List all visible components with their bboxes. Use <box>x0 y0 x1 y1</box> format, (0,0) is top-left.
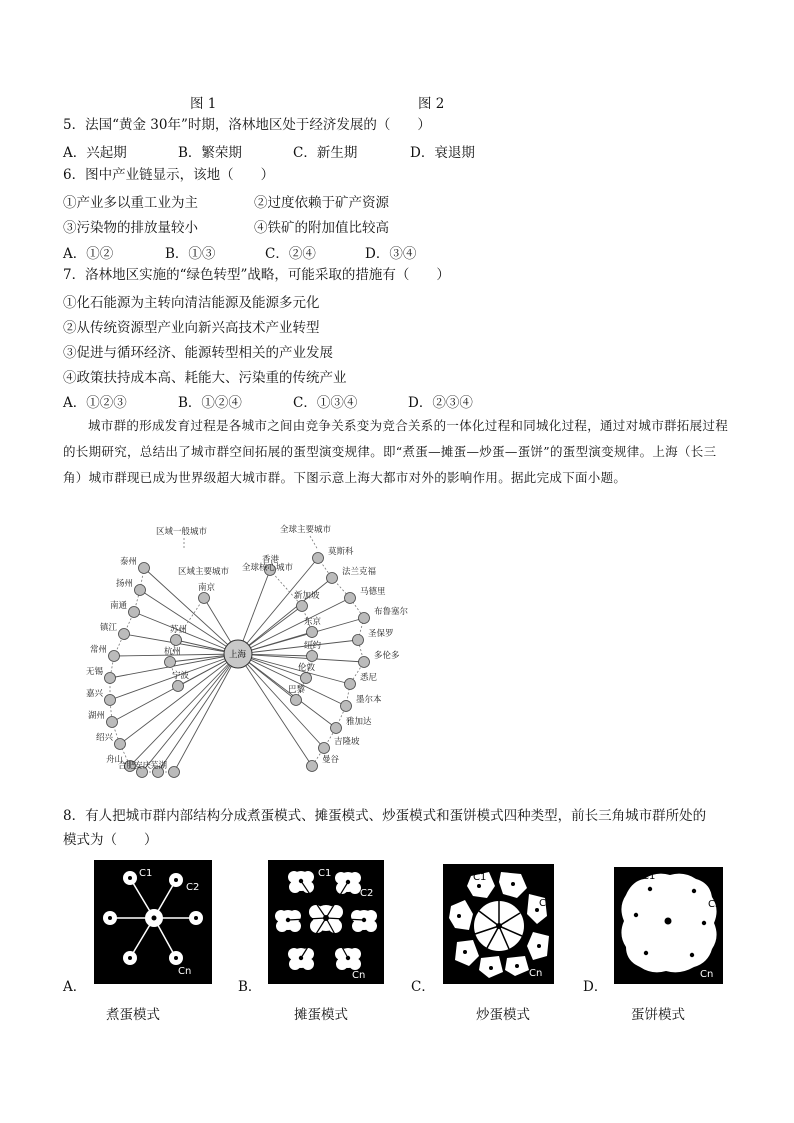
link-line <box>238 654 336 728</box>
city-node <box>135 585 146 596</box>
question-8-stem-line-1: 8．有人把城市群内部结构分成煮蛋模式、摊蛋模式、炒蛋模式和蛋饼模式四种类型，前长三角城市群所处的 <box>63 808 707 824</box>
q7-option-d[interactable]: D．②③④ <box>408 395 473 411</box>
city-label: 巴黎 <box>288 685 306 695</box>
q7-item-3: ③促进与循环经济、能源转型相关的产业发展 <box>63 345 333 361</box>
city-node <box>307 651 318 662</box>
q8-option-d[interactable]: D． <box>583 979 608 995</box>
city-node <box>291 695 302 706</box>
panel-b-c2-label: C2 <box>360 888 374 899</box>
city-label: 南通 <box>110 601 128 611</box>
link-line <box>140 590 238 654</box>
q6-option-b[interactable]: B．①③ <box>165 246 216 262</box>
panel-b-name: 摊蛋模式 <box>294 1007 348 1023</box>
city-label: 莫斯科 <box>328 547 354 557</box>
panel-d-c2-label: C2 <box>708 899 722 910</box>
city-label: 镇江 <box>100 623 118 633</box>
question-6-stem: 6．图中产业链显示，该地（ ） <box>63 167 275 183</box>
link-line <box>238 618 364 654</box>
q6-option-c[interactable]: C．②④ <box>265 246 316 262</box>
panel-c-name: 炒蛋模式 <box>476 1007 530 1023</box>
city-node <box>129 607 140 618</box>
q6-option-a[interactable]: A．①② <box>63 246 114 262</box>
q7-item-2: ②从传统资源型产业向新兴高技术产业转型 <box>63 320 320 336</box>
panel-c-cn-label: Cn <box>529 968 543 979</box>
city-label: 芜湖 <box>150 761 168 771</box>
question-8-stem-line-2: 模式为（ ） <box>63 832 158 848</box>
city-label: 香港 <box>262 555 280 565</box>
group-label-regional_general: 区域一般城市 <box>156 527 208 537</box>
link-line <box>158 654 238 772</box>
group-label-global_core: 全球核心城市 <box>242 563 294 573</box>
city-node <box>359 613 370 624</box>
panel-b-c1-label: C1 <box>318 868 332 879</box>
figure-1-caption: 图 1 <box>190 96 217 112</box>
city-label: 圣保罗 <box>368 629 394 639</box>
city-label: 布鲁塞尔 <box>374 607 409 617</box>
city-label: 宁波 <box>172 671 190 681</box>
q6-item-3: ③污染物的排放量较小 <box>63 220 198 236</box>
q7-item-1: ①化石能源为主转向清洁能源及能源多元化 <box>63 295 320 311</box>
city-label: 安庆 <box>134 761 152 771</box>
panel-b-cn-label: Cn <box>352 970 366 981</box>
city-label: 曼谷 <box>322 755 340 765</box>
city-node <box>331 723 342 734</box>
center-label: 上海 <box>229 650 247 660</box>
city-node <box>109 651 120 662</box>
city-label: 墨尔本 <box>356 695 382 705</box>
link-line <box>238 640 358 654</box>
panel-d-cn-label: Cn <box>700 969 714 980</box>
city-node <box>341 701 352 712</box>
q7-option-a[interactable]: A．①②③ <box>63 395 127 411</box>
city-node <box>345 593 356 604</box>
group-label-leader <box>310 536 318 550</box>
q7-option-c[interactable]: C．①③④ <box>293 395 358 411</box>
city-label: 扬州 <box>116 579 134 589</box>
panel-a-name: 煮蛋模式 <box>106 1007 160 1023</box>
city-node <box>319 743 330 754</box>
city-label: 泰州 <box>120 557 138 567</box>
city-label: 嘉兴 <box>86 689 104 699</box>
panel-b-fried-egg[interactable] <box>268 860 384 984</box>
panel-d-name: 蛋饼模式 <box>631 1007 685 1023</box>
link-line <box>238 598 350 654</box>
city-node <box>353 635 364 646</box>
q8-option-b[interactable]: B． <box>238 979 262 995</box>
city-node <box>313 553 324 564</box>
question-5-stem: 5．法国“黄金 30年”时期，洛林地区处于经济发展的（ ） <box>63 117 431 133</box>
city-node <box>105 695 116 706</box>
q6-item-4: ④铁矿的附加值比较高 <box>254 220 389 236</box>
group-label-global_main: 全球主要城市 <box>280 525 332 535</box>
q8-option-c[interactable]: C． <box>411 979 435 995</box>
city-label: 马德里 <box>360 587 386 597</box>
q5-option-b[interactable]: B．繁荣期 <box>178 145 242 161</box>
link-line <box>144 568 238 654</box>
panel-a-c2-label: C2 <box>186 882 200 893</box>
city-label: 苏州 <box>170 625 188 635</box>
q6-option-d[interactable]: D．③④ <box>365 246 417 262</box>
city-node <box>105 673 116 684</box>
city-label: 多伦多 <box>374 651 400 661</box>
city-label: 雅加达 <box>346 717 372 727</box>
city-node <box>345 679 356 690</box>
city-node <box>307 627 318 638</box>
city-node <box>307 761 318 772</box>
city-label: 常州 <box>90 645 108 655</box>
panel-d-egg-pancake[interactable] <box>614 867 723 984</box>
city-node <box>107 717 118 728</box>
question-7-stem: 7．洛林地区实施的“绿色转型”战略，可能采取的措施有（ ） <box>63 267 450 283</box>
city-label: 纽约 <box>304 641 322 651</box>
city-node <box>199 593 210 604</box>
city-label: 伦敦 <box>298 663 316 673</box>
group-arc-outer_right <box>312 558 364 766</box>
panel-a-boiled-egg[interactable] <box>94 860 212 984</box>
city-label: 法兰克福 <box>342 567 377 577</box>
diagram-city-nodes <box>105 553 370 778</box>
panel-c-c2-label: C2 <box>539 898 553 909</box>
city-label: 吉隆坡 <box>334 737 360 747</box>
reading-passage: 城市群的形成发育过程是各城市之间由竞争关系变为竞合关系的一体化过程和同城化过程，通过对城市群拓展过程的长期研究，总结出了城市群空间拓展的蛋型演变规律。即“煮蛋—摊蛋—炒蛋—蛋饼”的蛋型演变规律。上海（长三角）城市群现已成为世界级超大城市群。下图示意上海大都市对外的影响作用。据此完成下面小题。 <box>63 418 729 485</box>
panel-d-c1-label: C1 <box>642 871 656 882</box>
city-label: 杭州 <box>164 647 182 657</box>
figure-2-caption: 图 2 <box>418 96 445 112</box>
city-node <box>165 657 176 668</box>
city-label: 绍兴 <box>96 733 114 743</box>
city-label: 湖州 <box>88 711 106 721</box>
city-node <box>173 681 184 692</box>
panel-c-c1-label: C1 <box>473 872 487 883</box>
group-label-regional_main: 区域主要城市 <box>178 567 230 577</box>
city-node <box>359 657 370 668</box>
panel-a-cn-label: Cn <box>178 966 192 977</box>
link-line <box>120 654 238 744</box>
q5-option-d[interactable]: D．衰退期 <box>410 145 475 161</box>
q5-option-a[interactable]: A．兴起期 <box>63 145 127 161</box>
city-label: 南京 <box>198 583 216 593</box>
city-node <box>115 739 126 750</box>
city-node <box>297 601 308 612</box>
q7-item-4: ④政策扶持成本高、耗能大、污染重的传统产业 <box>63 370 347 386</box>
city-node <box>327 573 338 584</box>
panel-a-c1-label: C1 <box>139 868 153 879</box>
city-label: 悉尼 <box>360 673 378 683</box>
q7-option-b[interactable]: B．①②④ <box>178 395 242 411</box>
panel-c-scrambled-egg[interactable] <box>443 864 554 984</box>
city-node <box>301 673 312 684</box>
city-node <box>119 629 130 640</box>
q6-item-1: ①产业多以重工业为主 <box>63 195 198 211</box>
q5-option-c[interactable]: C．新生期 <box>293 145 358 161</box>
q8-option-a[interactable]: A． <box>63 979 87 995</box>
city-node <box>139 563 150 574</box>
city-node <box>169 767 180 778</box>
shanghai-influence-diagram <box>80 518 420 780</box>
city-label: 东京 <box>304 617 322 627</box>
city-label: 无锡 <box>86 667 104 677</box>
city-label: 新加坡 <box>294 591 320 601</box>
q6-item-2: ②过度依赖于矿产资源 <box>254 195 389 211</box>
city-label: 合肥 <box>118 761 136 771</box>
city-node <box>171 635 182 646</box>
city-label: 舟山 <box>106 755 124 765</box>
